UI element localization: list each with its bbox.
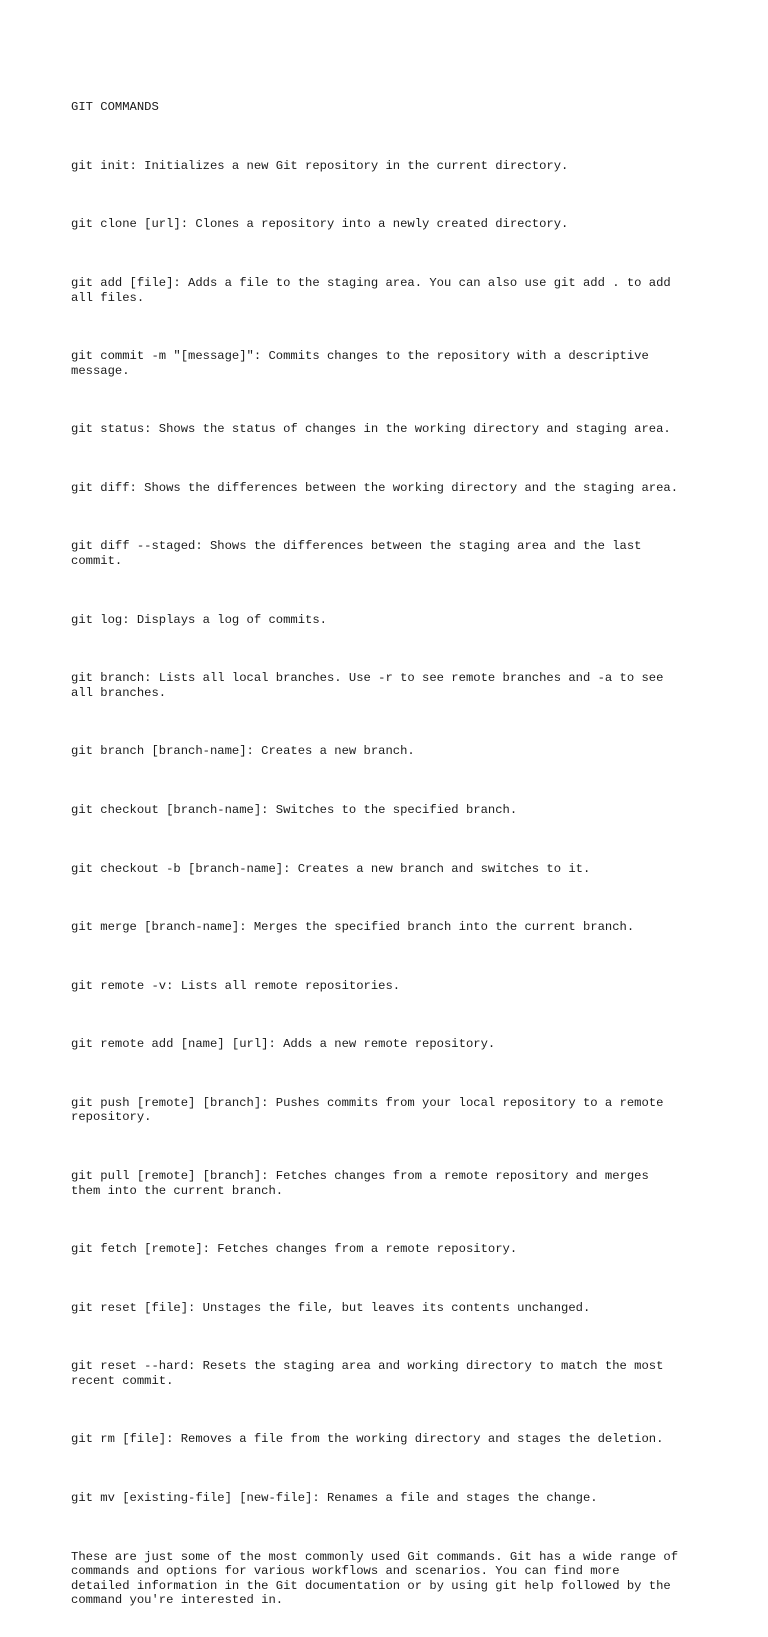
command-line: git add [file]: Adds a file to the staging area. You can also use git add . to add all files. — [71, 275, 671, 305]
command-line: git log: Displays a log of commits. — [71, 612, 327, 627]
command-line: git status: Shows the status of changes in the working directory and staging area. — [71, 422, 671, 437]
command-line: git diff --staged: Shows the differences between the staging area and the last commit. — [71, 539, 642, 569]
command-line: git reset --hard: Resets the staging area and working directory to match the most recent commit. — [71, 1359, 664, 1388]
command-line: git pull [remote] [branch]: Fetches changes from a remote repository and merges them into the current branch. — [71, 1168, 649, 1198]
command-line: git rm [file]: Removes a file from the working directory and stages the deletion. — [71, 1432, 664, 1447]
command-line: git fetch [remote]: Fetches changes from a remote repository. — [71, 1242, 518, 1257]
command-line: git branch [branch-name]: Creates a new branch. — [71, 744, 415, 759]
command-line: git commit -m "[message]": Commits changes to the repository with a descriptive message. — [71, 349, 649, 378]
command-line: git branch: Lists all local branches. Use -r to see remote branches and -a to see all branches. — [71, 671, 664, 700]
command-line: git init: Initializes a new Git repository in the current directory. — [71, 158, 569, 173]
document-page — [71, 71, 711, 1637]
command-line: git reset [file]: Unstages the file, but leaves its contents unchanged. — [71, 1300, 591, 1315]
command-line: git remote add [name] [url]: Adds a new remote repository. — [71, 1037, 496, 1052]
command-line: git push [remote] [branch]: Pushes commits from your local repository to a remote repository. — [71, 1095, 664, 1125]
document-title: GIT COMMANDS — [71, 100, 159, 115]
command-line: git checkout -b [branch-name]: Creates a new branch and switches to it. — [71, 861, 591, 876]
command-line: git merge [branch-name]: Merges the specified branch into the current branch. — [71, 920, 635, 935]
command-line: git remote -v: Lists all remote repositories. — [71, 978, 401, 993]
closing-paragraph: These are just some of the most commonly used Git commands. Git has a wide range of commands and options for various workflows and scenarios. You can find more detailed information in the Git documentation or by using git help followed by the command you're interested in. — [71, 1549, 679, 1608]
command-line: git mv [existing-file] [new-file]: Renames a file and stages the change. — [71, 1491, 598, 1506]
command-line: git checkout [branch-name]: Switches to the specified branch. — [71, 802, 518, 817]
command-line: git clone [url]: Clones a repository into a newly created directory. — [71, 217, 569, 232]
command-line: git diff: Shows the differences between the working directory and the staging area. — [71, 480, 679, 495]
